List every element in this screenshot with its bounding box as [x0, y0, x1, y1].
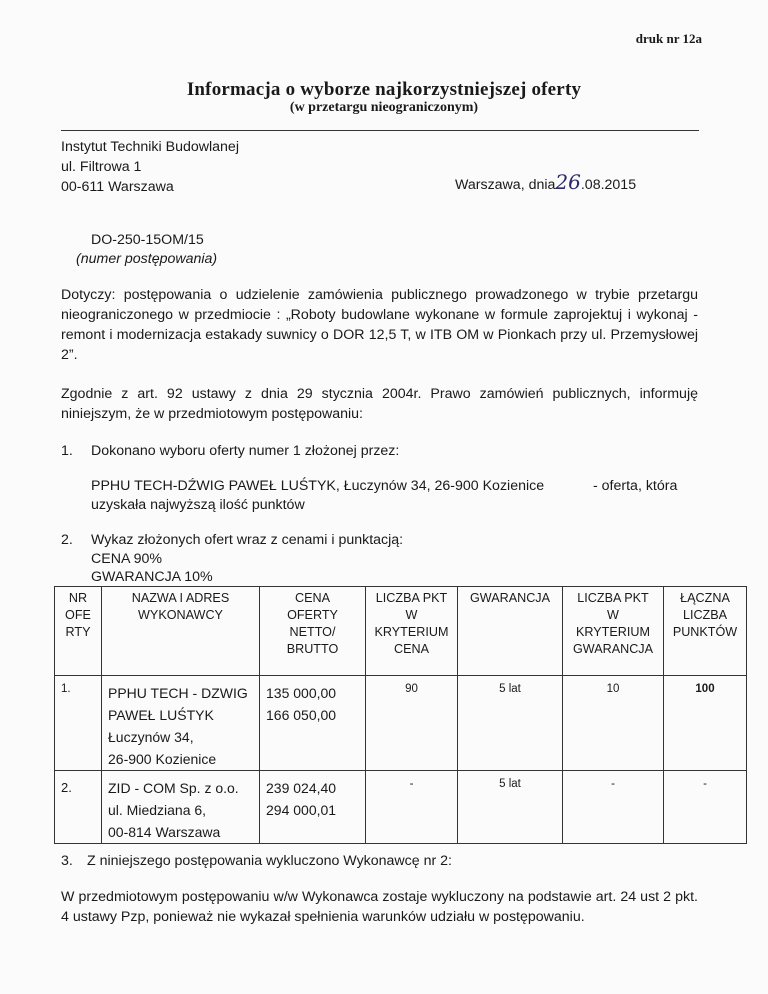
row-1-nr: 1.: [55, 676, 102, 771]
header-points-warranty: LICZBA PKT W KRYTERIUM GWARANCJA: [563, 587, 664, 676]
exclusion-paragraph: W przedmiotowym postępowaniu w/w Wykonawca zostaje wykluczony na podstawie art. 24 ust 2 pkt. 4 ustawy Pzp, ponieważ nie wykazał spełnienia warunków udziału w postępowaniu.: [61, 889, 698, 925]
criterion-price: CENA 90%: [91, 551, 162, 567]
criterion-warranty: GWARANCJA 10%: [91, 569, 213, 585]
row-2-points-warranty: -: [563, 771, 664, 844]
row-2-nr: 2.: [55, 771, 102, 844]
point-3-number: 3.: [61, 853, 73, 869]
row-1-points-warranty: 10: [563, 676, 664, 771]
point-1-number: 1.: [61, 443, 73, 459]
header-nr: NR OFE RTY: [55, 587, 102, 676]
handwritten-day: 26: [555, 170, 581, 194]
offers-table: [54, 586, 747, 844]
row-2-points-price: -: [366, 771, 458, 844]
row-1-total: 100: [664, 676, 747, 771]
intro-paragraph: Zgodnie z art. 92 ustawy z dnia 29 stycznia 2004r. Prawo zamówień publicznych, informuję niniejszym, że w przedmiotowym postępowaniu:: [61, 386, 698, 422]
row-1-warranty: 5 lat: [458, 676, 563, 771]
header-divider: [61, 130, 699, 131]
row-2-price: 239 024,40 294 000,01: [260, 771, 366, 844]
date-prefix: Warszawa, dnia: [455, 177, 556, 193]
winner-name: PPHU TECH-DŹWIG PAWEŁ LUŚTYK, Łuczynów 34, 26-900 Kozienice: [91, 478, 545, 494]
table-row: [55, 676, 747, 771]
row-1-points-price: 90: [366, 676, 458, 771]
point-3-text: Z niniejszego postępowania wykluczono Wykonawcę nr 2:: [87, 853, 452, 869]
institution-name: Instytut Techniki Budowlanej: [61, 139, 239, 155]
document-number: druk nr 12a: [635, 31, 702, 46]
document-subtitle: (w przetargu nieograniczonym): [289, 100, 479, 115]
case-number-label: (numer postępowania): [76, 251, 218, 267]
document-title: Informacja o wyborze najkorzystniejszej oferty: [186, 79, 582, 100]
header-name: NAZWA I ADRES WYKONAWCY: [102, 587, 260, 676]
row-1-contractor: PPHU TECH - DZWIG PAWEŁ LUŚTYK Łuczynów 34, 26-900 Kozienice: [102, 676, 260, 771]
subject-paragraph: Dotyczy: postępowania o udzielenie zamówienia publicznego prowadzonego w trybie przetargu nieograniczonego w przedmiocie : „Roboty budowlane wykonane w formule zaprojektuj i wykonaj - remont i modernizacja estakady suwnicy o DOR 12,5 T, w ITB OM w Pionkach przy ul. Przemysłowej 2”.: [61, 287, 698, 363]
row-2-total: -: [664, 771, 747, 844]
header-points-price: LICZBA PKT W KRYTERIUM CENA: [366, 587, 458, 676]
case-number: DO-250-15OM/15: [91, 232, 204, 248]
header-total: ŁĄCZNA LICZBA PUNKTÓW: [664, 587, 747, 676]
winner-note: - oferta, która: [593, 478, 678, 494]
point-2-text: Wykaz złożonych ofert wraz z cenami i punktacją:: [91, 532, 404, 548]
header-warranty: GWARANCJA: [458, 587, 563, 676]
header-price: CENA OFERTY NETTO/ BRUTTO: [260, 587, 366, 676]
institution-street: ul. Filtrowa 1: [61, 159, 142, 175]
point-2-number: 2.: [61, 532, 73, 548]
table-row: [55, 771, 747, 844]
table-header-row: [55, 587, 747, 676]
row-2-warranty: 5 lat: [458, 771, 563, 844]
institution-address: [61, 137, 239, 197]
row-1-price: 135 000,00 166 050,00: [260, 676, 366, 771]
date-suffix: .08.2015: [580, 177, 637, 193]
document-date: [455, 172, 636, 195]
winner-points-note: uzyskała najwyższą ilość punktów: [91, 497, 305, 513]
row-2-contractor: ZID - COM Sp. z o.o. ul. Miedziana 6, 00-814 Warszawa: [102, 771, 260, 844]
institution-city: 00-611 Warszawa: [61, 179, 174, 195]
point-1-text: Dokonano wyboru oferty numer 1 złożonej przez:: [91, 443, 400, 459]
